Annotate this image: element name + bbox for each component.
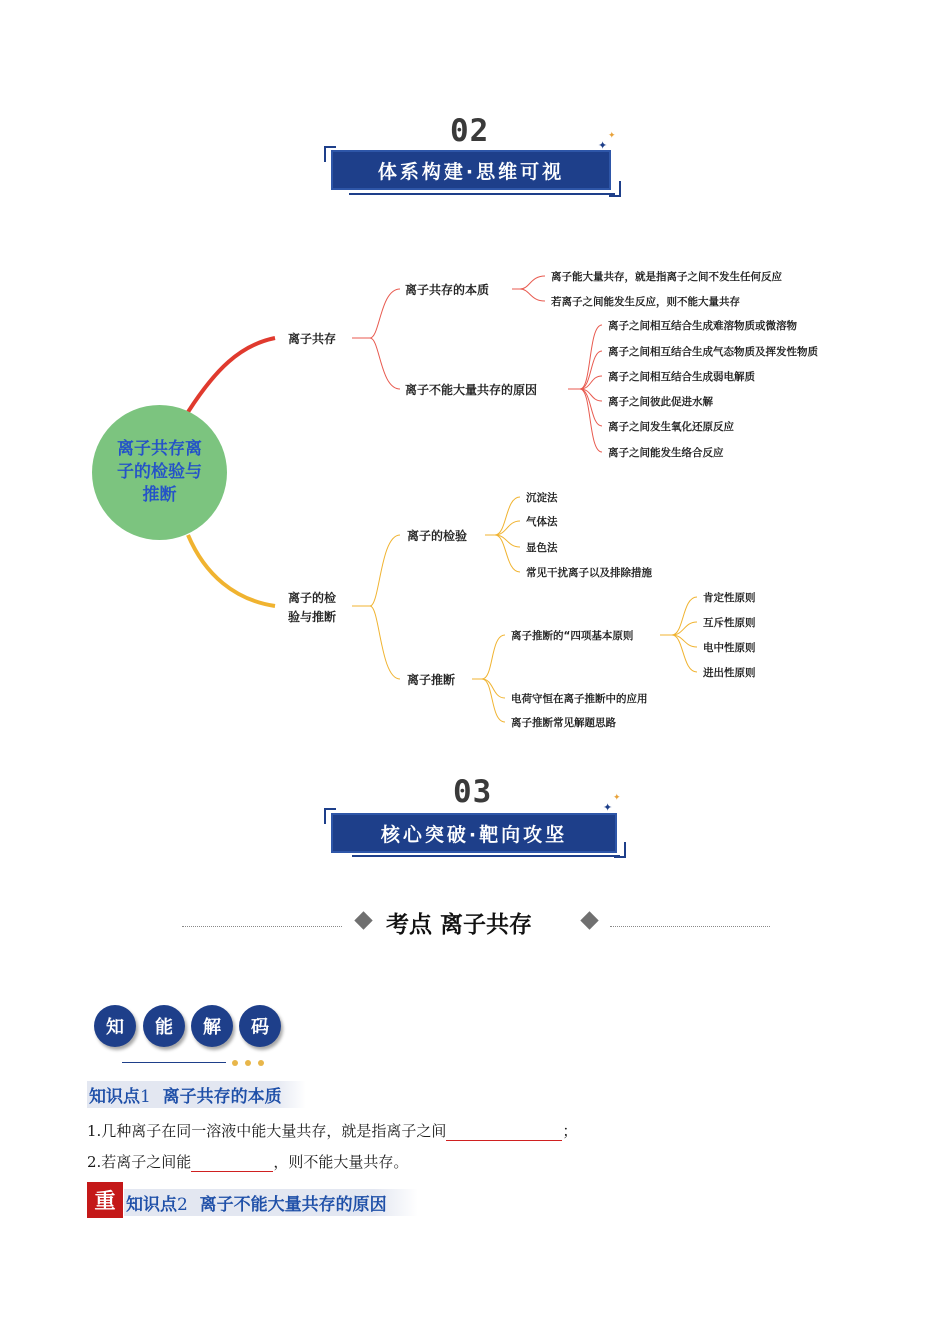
sparkle-icon: ✦: [598, 139, 608, 152]
line-end: ；: [562, 1122, 578, 1140]
mindmap-leaf: 显色法: [526, 542, 558, 554]
banner-underline: [352, 855, 620, 857]
mindmap-leaf: 互斥性原则: [703, 617, 756, 629]
sparkle-icon: ✦: [603, 801, 613, 814]
divider-right: [610, 926, 770, 927]
kp-title: 离子共存的本质: [162, 1087, 282, 1107]
kp-number: 2: [177, 1195, 188, 1215]
section-number: 03: [453, 774, 493, 810]
mindmap-node-reasons: 离子不能大量共存的原因: [405, 383, 538, 397]
diamond-icon: [354, 911, 372, 929]
answer-blank[interactable]: [191, 1153, 273, 1172]
important-badge: 重: [87, 1182, 123, 1218]
mindmap-leaf: 沉淀法: [526, 492, 558, 504]
knowledge-point-heading: [124, 1189, 418, 1216]
decor-dot: [245, 1060, 251, 1066]
zhineng-chip: 能: [143, 1005, 185, 1047]
decor-dot: [232, 1060, 238, 1066]
line-end: ，则不能大量共存。: [273, 1153, 409, 1171]
section-banner: 核心突破·靶向攻坚: [331, 813, 617, 853]
mindmap-leaf: 进出性原则: [703, 667, 756, 679]
zhineng-chip: 解: [191, 1005, 233, 1047]
mindmap-node-line: 验与推断: [288, 610, 337, 624]
mindmap-leaf: 离子之间彼此促进水解: [608, 396, 713, 408]
zhineng-chip: 码: [239, 1005, 281, 1047]
answer-blank[interactable]: [446, 1122, 562, 1141]
mindmap-leaf: 离子之间相互结合生成气态物质及挥发性物质: [608, 346, 818, 358]
mindmap-center-node: 离子共存离子的检验与推断: [92, 405, 227, 540]
line-text: 2.若离子之间能: [87, 1153, 192, 1171]
section-banner: 体系构建·思维可视: [331, 150, 611, 190]
mindmap-leaf: 离子能大量共存，就是指离子之间不发生任何反应: [551, 271, 782, 283]
mindmap-node-essence: 离子共存的本质: [405, 283, 490, 297]
mindmap-node-inference: 离子推断: [407, 673, 456, 687]
section-number: 02: [450, 113, 490, 149]
mindmap-node-principles: 离子推断的“四项基本原则: [511, 630, 634, 642]
sparkle-icon: ✦: [608, 131, 616, 141]
mindmap-leaf: 常见干扰离子以及排除措施: [526, 567, 652, 579]
mindmap-node-ion-coexistence: 离子共存: [288, 332, 337, 346]
fill-blank-line-1: [87, 1120, 577, 1141]
mindmap-node-detection: 离子的检验: [407, 529, 468, 543]
divider-left: [182, 926, 342, 927]
kp-prefix: 知识点: [89, 1087, 140, 1107]
mindmap-node-line: 离子的检: [288, 591, 337, 605]
knowledge-point-heading: [87, 1081, 306, 1108]
mindmap-leaf: 离子之间相互结合生成弱电解质: [608, 371, 755, 383]
zhineng-underline: [122, 1062, 226, 1063]
kaodian-title: 考点 离子共存: [386, 912, 533, 938]
mindmap-node-detection-inference: [288, 589, 336, 627]
mindmap-leaf: 电中性原则: [703, 642, 756, 654]
mindmap-leaf: 离子之间相互结合生成难溶物质或微溶物: [608, 320, 797, 332]
banner-corner: [614, 842, 626, 858]
mindmap-leaf: 若离子之间能发生反应，则不能大量共存: [551, 296, 740, 308]
zhineng-chip: 知: [94, 1005, 136, 1047]
diamond-icon: [580, 911, 598, 929]
kp-title: 离子不能大量共存的原因: [199, 1195, 387, 1215]
mindmap-leaf: 离子之间能发生络合反应: [608, 447, 724, 459]
mindmap-leaf: 电荷守恒在离子推断中的应用: [511, 693, 648, 705]
fill-blank-line-2: [87, 1151, 408, 1172]
mindmap-leaf: 肯定性原则: [703, 592, 756, 604]
mindmap-leaf: 气体法: [526, 516, 558, 528]
kp-number: 1: [140, 1087, 151, 1107]
decor-dot: [258, 1060, 264, 1066]
mindmap-leaf: 离子推断常见解题思路: [511, 717, 616, 729]
sparkle-icon: ✦: [613, 793, 621, 803]
line-text: 1.几种离子在同一溶液中能大量共存，就是指离子之间: [87, 1122, 447, 1140]
mindmap-leaf: 离子之间发生氧化还原反应: [608, 421, 734, 433]
kp-prefix: 知识点: [126, 1195, 177, 1215]
